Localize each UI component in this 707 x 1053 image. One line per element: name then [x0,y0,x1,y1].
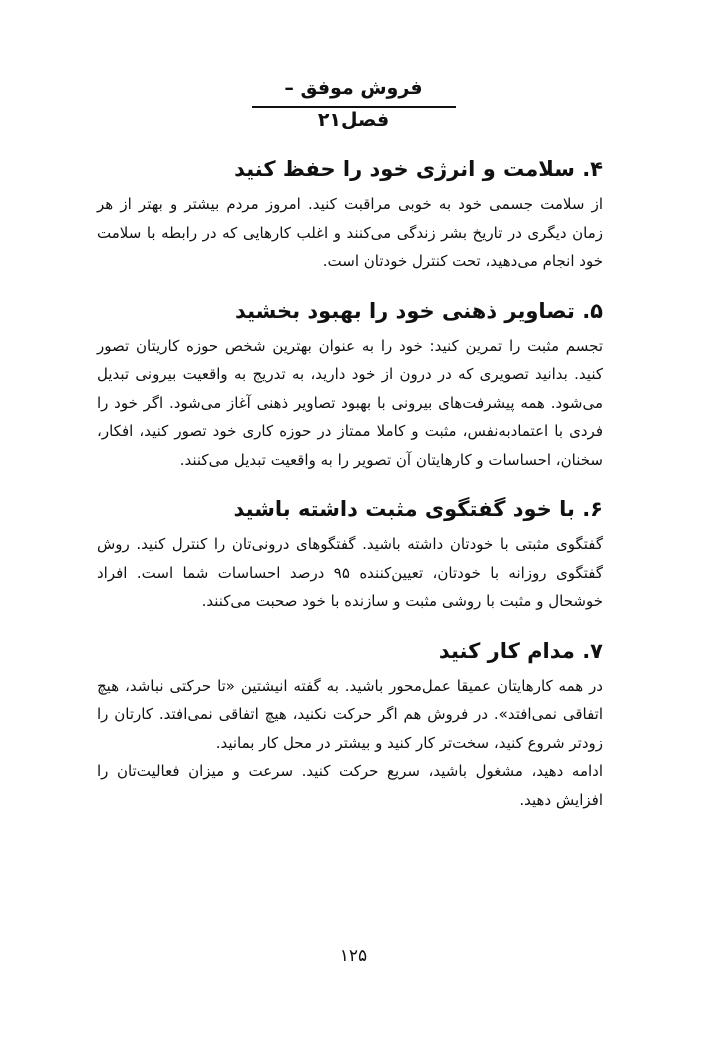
paragraph: در همه کارهایتان عمیقا عمل‌محور باشید. به گفته انیشتین «تا حرکتی نباشد، هیچ اتفاقی نمی‌افتد». در فروش هم اگر حرکت نکنید، هیچ اتفاقی نمی‌افتد. کارتان را زودتر شروع کنید، سخت‌تر کار کنید و بیشتر در محل کار بمانید. [97,676,603,752]
paragraph: از سلامت جسمی خود به خوبی مراقبت کنید. امروز مردم بیشتر و بهتر از هر زمان دیگری در تاریخ بشر زندگی می‌کنند و اغلب کارهایی که در رابطه با سلامت خود انجام می‌دهید، تحت کنترل خودتان است. [97,195,603,270]
section-body [97,332,603,475]
section-heading: ۷. مدام کار کنید [438,638,603,663]
section-heading: ۴. سلامت و انرژی خود را حفظ کنید [234,157,603,181]
section-keep-working [97,630,603,815]
section-heading: ۶. با خود گفتگوی مثبت داشته باشید [233,497,603,521]
header-underline [252,106,456,108]
section-body [97,672,603,815]
running-header: فروش موفق – فصل۲۱ [284,77,423,131]
page-number: ۱۲۵ [339,946,368,966]
paragraph: تجسم مثبت را تمرین کنید: خود را به عنوان بهترین شخص حوزه کاریتان تصور کنید. بدانید تصویری که در درون از خود دارید، به تدریج به واقعیت بیرونی تبدیل می‌شود. همه پیشرفت‌های بیرونی با بهبود تصاویر ذهنی آغاز می‌شود. اگر خود را فردی با اعتمادبه‌نفس، مثبت و کاملا ممتاز در حوزه کاری خود تصور کنید، افکار، سخنان، احساسات و کارهایتان آن تصویر را به واقعیت تبدیل می‌کنند. [97,336,603,469]
paragraph: ادامه دهید، مشغول باشید، سریع حرکت کنید. سرعت و میزان فعالیت‌تان را افزایش دهید. [97,762,603,809]
section-mental-images [97,290,603,475]
page-content [97,148,603,828]
section-body [97,530,603,616]
section-self-talk [97,488,603,616]
section-body [97,190,603,276]
section-health [97,148,603,276]
section-heading: ۵. تصاویر ذهنی خود را بهبود بخشید [234,298,603,323]
paragraph: گفتگوی مثبتی با خودتان داشته باشید. گفتگوهای درونی‌تان را کنترل کنید. روش گفتگوی روزانه با خودتان، تعیین‌کننده ۹۵ درصد احساسات شما است. افراد خوشحال و مثبت با روشی مثبت و سازنده با خود صحبت می‌کنند. [97,535,603,610]
